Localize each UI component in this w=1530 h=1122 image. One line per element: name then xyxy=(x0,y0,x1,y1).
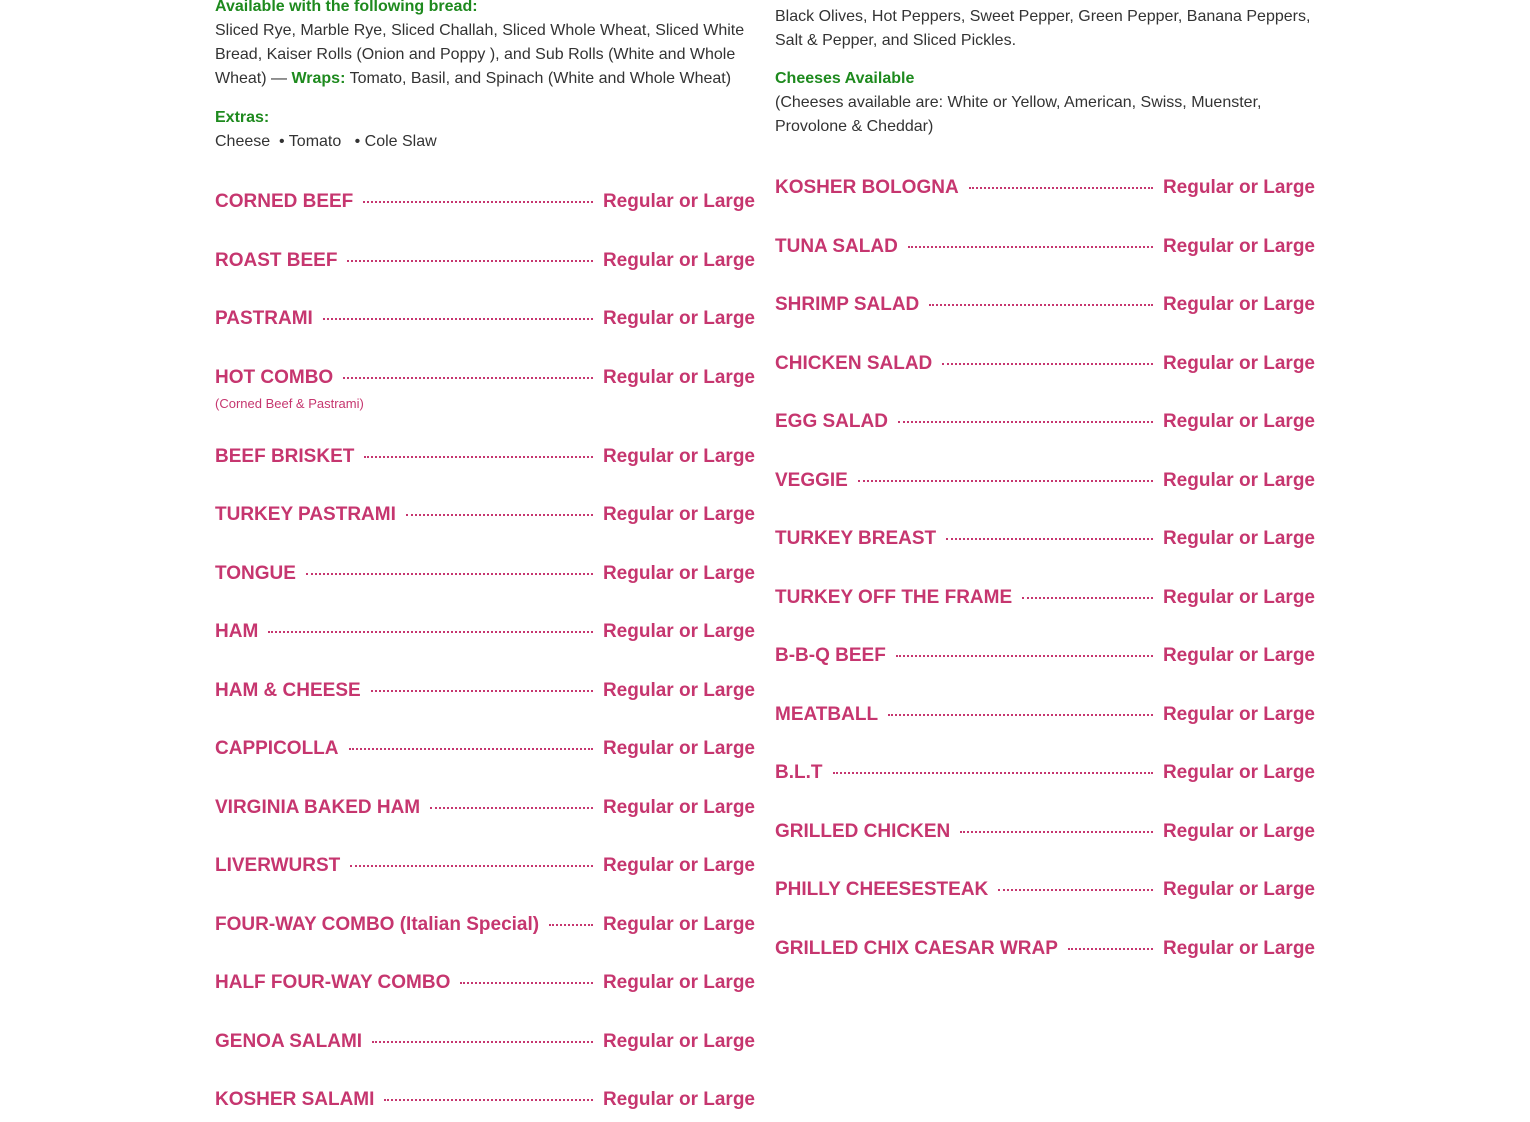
menu-item-name: CORNED BEEF xyxy=(215,191,354,212)
menu-item-name: PASTRAMI xyxy=(215,308,313,329)
dotted-leader xyxy=(372,1041,593,1043)
bread-description xyxy=(215,19,755,91)
menu-item-name: GRILLED CHIX CAESAR WRAP xyxy=(775,937,1058,959)
menu-item-price: Regular or Large xyxy=(1162,879,1315,900)
menu-item xyxy=(775,351,1315,377)
menu-item-name: HALF FOUR-WAY COMBO xyxy=(215,972,451,993)
menu-item-price: Regular or Large xyxy=(1162,235,1315,257)
extras-heading: Extras: xyxy=(215,109,270,126)
menu-item-name: SHRIMP SALAD xyxy=(775,294,920,315)
menu-item xyxy=(775,702,1315,728)
menu-item-name: GRILLED CHICKEN xyxy=(775,820,951,842)
dotted-leader xyxy=(896,655,1153,657)
menu-item-name: TURKEY PASTRAMI xyxy=(215,504,396,525)
extras-info xyxy=(215,106,755,154)
menu-item-name: B.L.T xyxy=(775,762,823,783)
menu-item xyxy=(215,970,755,996)
menu-item-price: Regular or Large xyxy=(602,191,755,212)
menu-item-name: LIVERWURST xyxy=(215,855,341,876)
menu-item-name: VEGGIE xyxy=(775,469,848,491)
dotted-leader xyxy=(1068,948,1153,950)
menu-item-price: Regular or Large xyxy=(602,913,755,935)
menu-item-price: Regular or Large xyxy=(602,1030,755,1052)
dotted-leader xyxy=(898,421,1153,423)
dotted-leader xyxy=(363,201,593,203)
menu-item-name: B-B-Q BEEF xyxy=(775,645,886,666)
bread-info xyxy=(215,0,755,91)
dotted-leader xyxy=(350,865,593,867)
menu-item xyxy=(215,365,755,391)
menu-item-price: Regular or Large xyxy=(602,621,755,642)
menu-item-name: PHILLY CHEESESTEAK xyxy=(775,879,989,900)
menu-item-price: Regular or Large xyxy=(1162,352,1315,374)
cheeses-text: (Cheeses available are: White or Yellow, American, Swiss, Muenster, Provolone & Cheddar) xyxy=(775,94,1262,135)
dotted-leader xyxy=(888,714,1153,716)
menu-item-price: Regular or Large xyxy=(1162,937,1315,959)
menu-item-name: KOSHER BOLOGNA xyxy=(775,177,959,198)
extras-text: Cheese • Tomato • Cole Slaw xyxy=(215,133,437,150)
toppings-info xyxy=(775,5,1315,53)
menu-item-price: Regular or Large xyxy=(1162,645,1315,666)
menu-item xyxy=(775,409,1315,435)
dotted-leader xyxy=(371,690,593,692)
dotted-leader xyxy=(833,772,1153,774)
menu-item xyxy=(215,561,755,587)
menu-item xyxy=(775,526,1315,552)
menu-item xyxy=(775,936,1315,962)
dotted-leader xyxy=(343,377,593,379)
bread-heading: Available with the following bread: xyxy=(215,0,478,15)
menu-item-name: BEEF BRISKET xyxy=(215,445,355,467)
menu-item-name: HAM & CHEESE xyxy=(215,679,361,701)
cheeses-heading: Cheeses Available xyxy=(775,70,915,87)
menu-item-price: Regular or Large xyxy=(602,738,755,759)
dotted-leader xyxy=(998,889,1153,891)
dotted-leader xyxy=(908,246,1153,248)
wraps-text: Tomato, Basil, and Spinach (White and Whole Wheat) xyxy=(349,70,732,87)
menu-item xyxy=(215,736,755,762)
menu-item-price: Regular or Large xyxy=(602,445,755,467)
dotted-leader xyxy=(969,187,1153,189)
dotted-leader xyxy=(349,748,593,750)
menu-item-price: Regular or Large xyxy=(602,855,755,876)
menu-item-price: Regular or Large xyxy=(1162,177,1315,198)
dotted-leader xyxy=(384,1099,593,1101)
bread-text: Sliced Rye, Marble Rye, Sliced Challah, Sliced Whole Wheat, Sliced White Bread, Kaiser Rolls (Onion and Poppy ), and Sub Rolls (White and Whole Wheat) — xyxy=(215,22,745,87)
dotted-leader xyxy=(929,304,1153,306)
menu-item xyxy=(215,1087,755,1113)
menu-item-price: Regular or Large xyxy=(602,796,755,818)
menu-item-name: MEATBALL xyxy=(775,703,879,725)
dotted-leader xyxy=(323,318,593,320)
menu-item xyxy=(215,502,755,528)
menu-item xyxy=(775,760,1315,786)
menu-item-price: Regular or Large xyxy=(602,1089,755,1110)
menu-item-name: TURKEY OFF THE FRAME xyxy=(775,586,1013,608)
menu-item-price: Regular or Large xyxy=(1162,586,1315,608)
menu-item xyxy=(215,444,755,470)
menu-item-price: Regular or Large xyxy=(1162,820,1315,842)
menu-item-name: CAPPICOLLA xyxy=(215,738,339,759)
menu-item-price: Regular or Large xyxy=(1162,294,1315,315)
menu-item-name: CHICKEN SALAD xyxy=(775,352,933,374)
menu-item xyxy=(215,248,755,274)
dotted-leader xyxy=(347,260,593,262)
menu-item-name: TONGUE xyxy=(215,562,296,584)
dotted-leader xyxy=(960,831,1153,833)
dotted-leader xyxy=(946,538,1153,540)
dotted-leader xyxy=(430,807,593,809)
menu-item-price: Regular or Large xyxy=(602,972,755,993)
menu-item xyxy=(215,189,755,215)
cheeses-info xyxy=(775,67,1315,139)
dotted-leader xyxy=(1022,597,1153,599)
menu-item-price: Regular or Large xyxy=(1162,528,1315,549)
menu-item-price: Regular or Large xyxy=(602,562,755,584)
menu-item xyxy=(215,912,755,938)
menu-item xyxy=(215,306,755,332)
menu-item-note: (Corned Beef & Pastrami) xyxy=(215,395,364,411)
menu-item-price: Regular or Large xyxy=(1162,762,1315,783)
dotted-leader xyxy=(858,480,1153,482)
menu-item-name: TUNA SALAD xyxy=(775,235,898,257)
menu-item-name: ROAST BEEF xyxy=(215,249,338,271)
menu-item xyxy=(215,678,755,704)
dotted-leader xyxy=(549,924,593,926)
menu-item xyxy=(215,795,755,821)
dotted-leader xyxy=(406,514,593,516)
menu-item xyxy=(215,619,755,645)
menu-item xyxy=(775,234,1315,260)
menu-item xyxy=(775,292,1315,318)
menu-item-name: EGG SALAD xyxy=(775,411,888,432)
menu-item xyxy=(215,1029,755,1055)
menu-item-name: HOT COMBO xyxy=(215,366,334,388)
toppings-text: Black Olives, Hot Peppers, Sweet Pepper, Green Pepper, Banana Peppers, Salt & Pepper, and Sliced Pickles. xyxy=(775,8,1311,49)
menu-item-name: HAM xyxy=(215,621,259,642)
menu-item-name: TURKEY BREAST xyxy=(775,528,937,549)
menu-item-name: VIRGINIA BAKED HAM xyxy=(215,796,421,818)
menu-item xyxy=(215,853,755,879)
dotted-leader xyxy=(942,363,1153,365)
menu-item xyxy=(775,643,1315,669)
menu-item xyxy=(775,468,1315,494)
dotted-leader xyxy=(268,631,593,633)
menu-item-name: FOUR-WAY COMBO (Italian Special) xyxy=(215,913,540,935)
dotted-leader xyxy=(364,456,593,458)
menu-item-price: Regular or Large xyxy=(602,504,755,525)
menu-item-name: GENOA SALAMI xyxy=(215,1030,363,1052)
dotted-leader xyxy=(306,573,593,575)
menu-item-price: Regular or Large xyxy=(1162,411,1315,432)
wraps-label: Wraps: xyxy=(291,70,346,87)
menu-item-price: Regular or Large xyxy=(602,679,755,701)
menu-item-name: KOSHER SALAMI xyxy=(215,1089,375,1110)
dotted-leader xyxy=(460,982,593,984)
menu-item xyxy=(775,175,1315,201)
menu-item xyxy=(775,819,1315,845)
menu-item-price: Regular or Large xyxy=(602,366,755,388)
menu-item-price: Regular or Large xyxy=(1162,703,1315,725)
menu-item-price: Regular or Large xyxy=(1162,469,1315,491)
menu-item-price: Regular or Large xyxy=(602,308,755,329)
menu-item-price: Regular or Large xyxy=(602,249,755,271)
menu-item xyxy=(775,877,1315,903)
menu-item xyxy=(775,585,1315,611)
